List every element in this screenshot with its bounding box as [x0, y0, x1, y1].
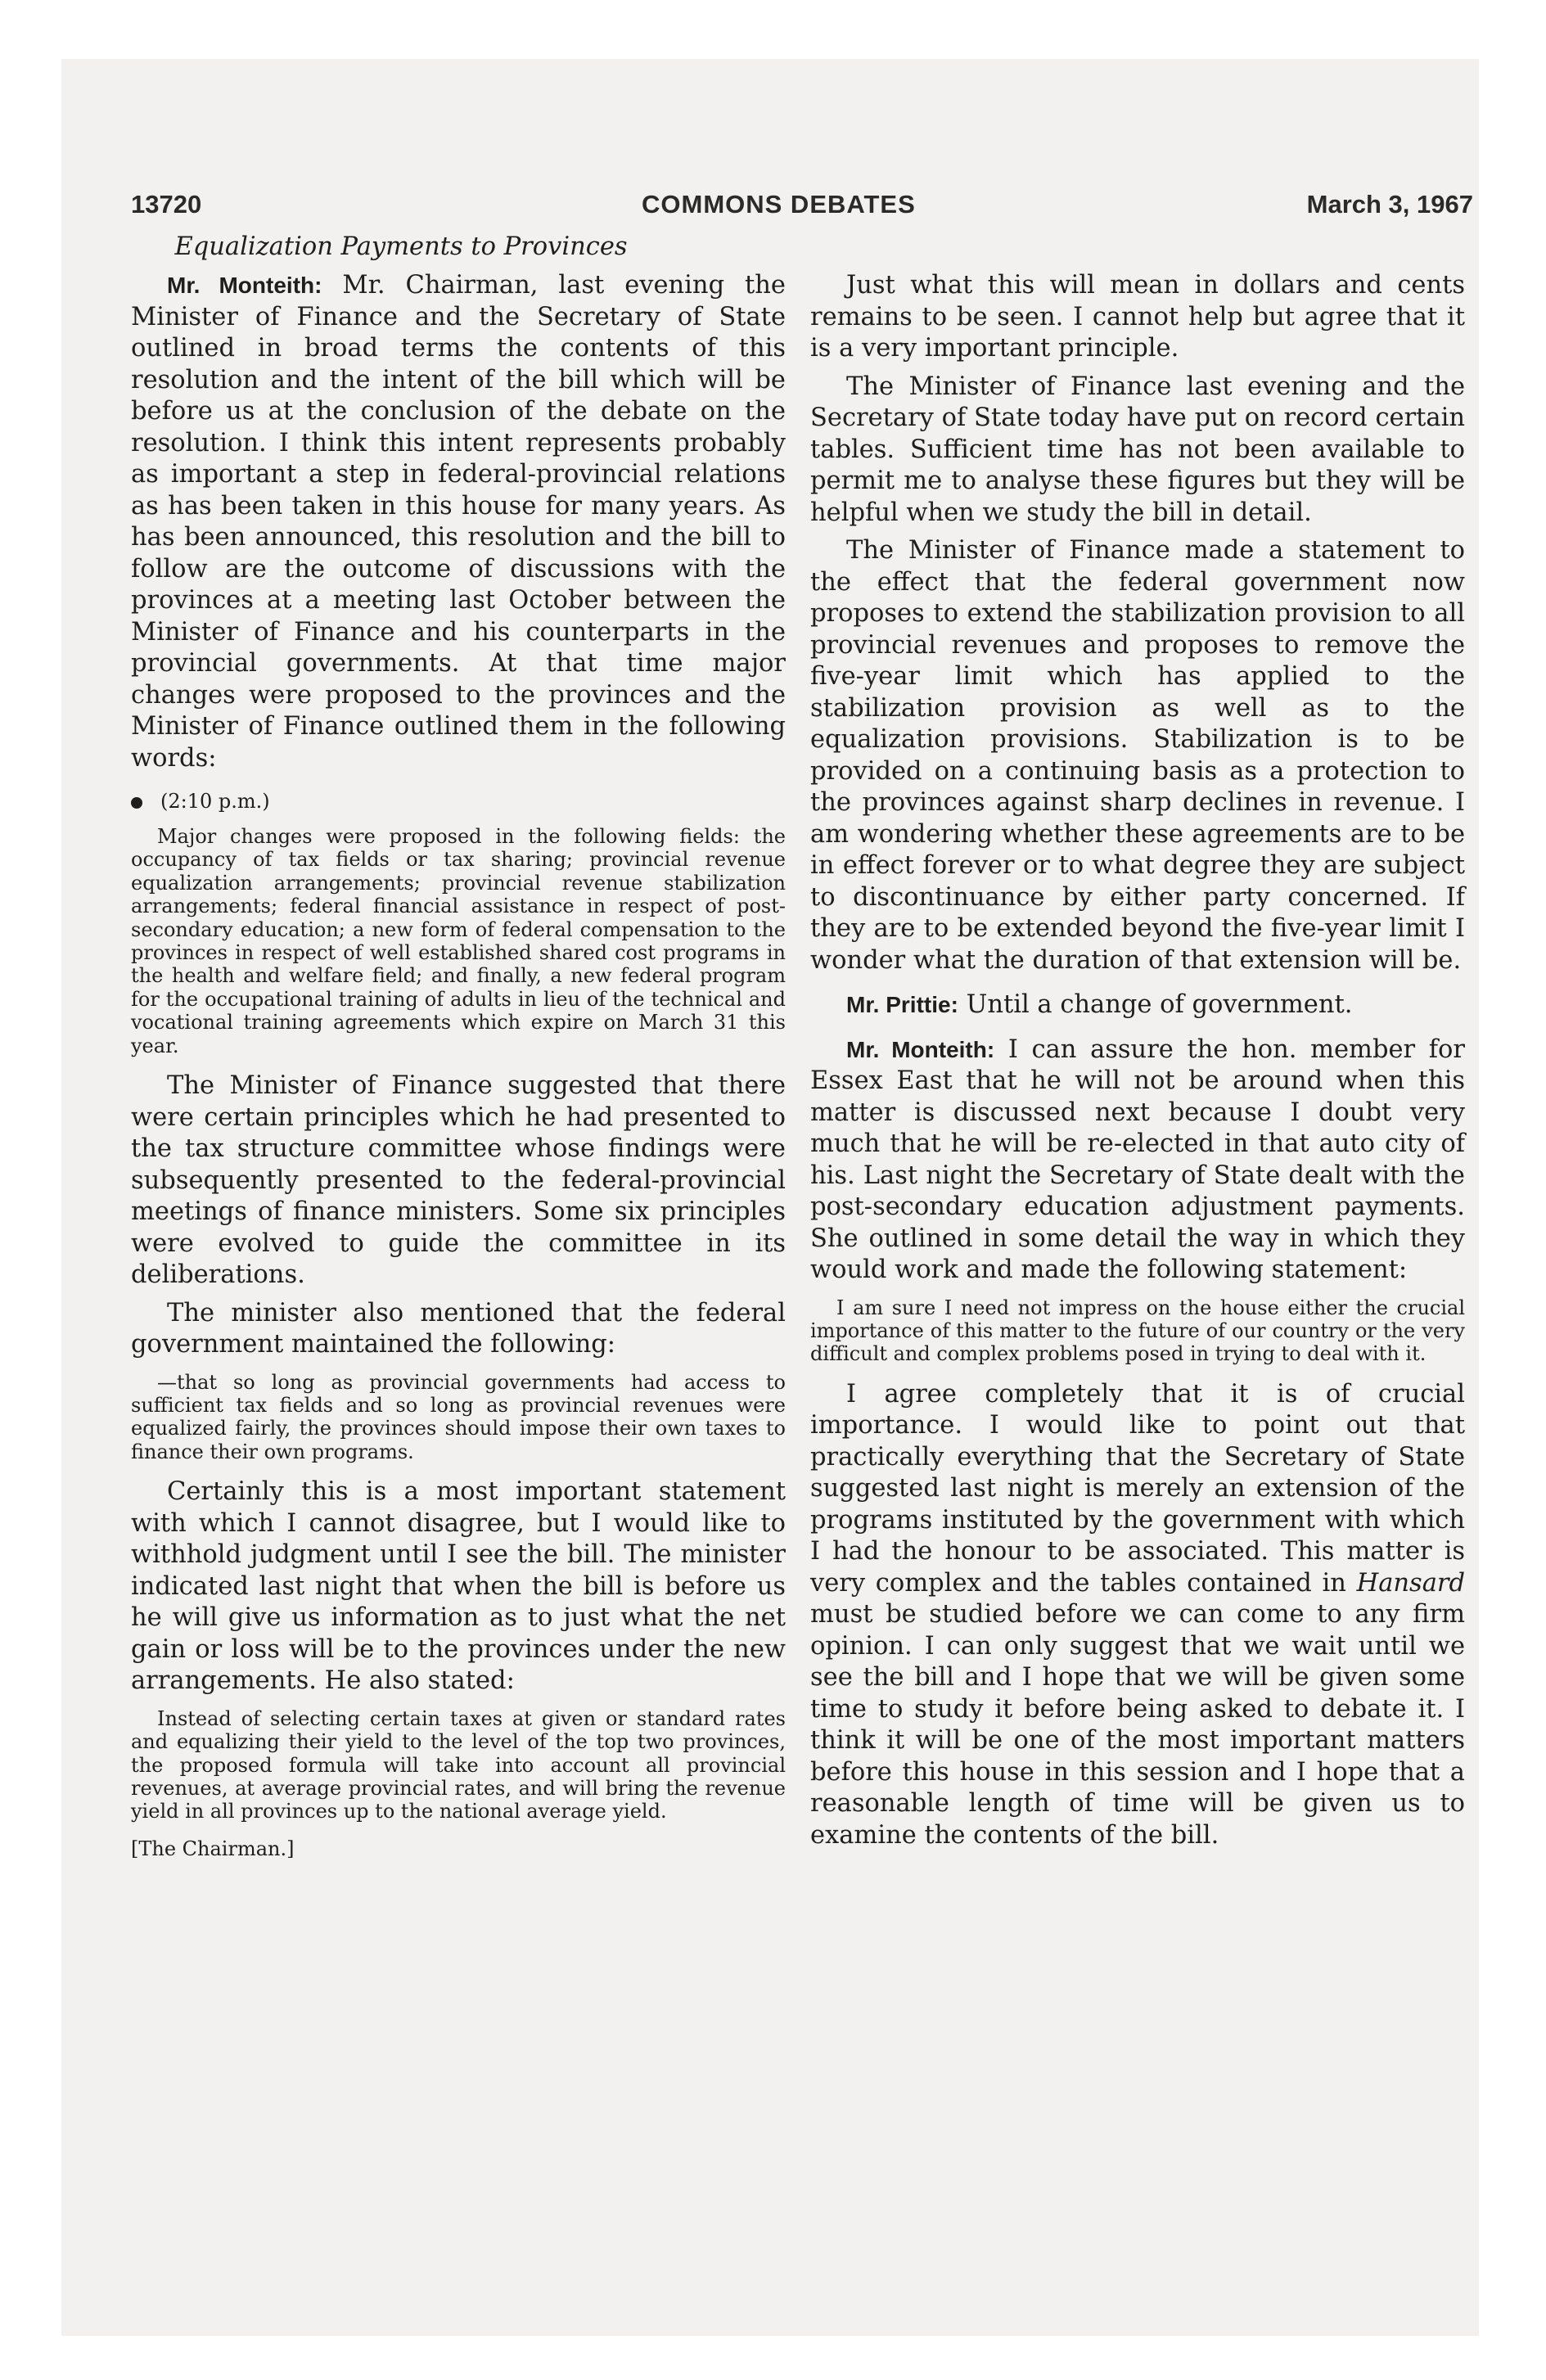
section-subheading: Equalization Payments to Provinces: [174, 232, 628, 261]
paragraph: [810, 1034, 1465, 1287]
left-column: [131, 229, 786, 1861]
block-quote: I am sure I need not impress on the house either the crucial importance of this matter to the future of our country or the very difficult and complex problems posed in trying to deal with it.: [810, 1296, 1465, 1366]
page-header: [131, 190, 1473, 228]
page-number: 13720: [131, 190, 202, 219]
block-quote: —that so long as provincial governments had access to sufficient tax fields and so long as provincial revenues were equalized fairly, the provinces should impose their own taxes to finance their own programs.: [131, 1370, 786, 1463]
paragraph: The Minister of Finance made a statement to the effect that the federal government now proposes to extend the stabilization provision to all provincial revenues and proposes to remove the five-year limit which has applied to the stabilization provision as well as to the equalization provisions. Stabilization is to be provided on a continuing basis as a protection to the provinces against sharp declines in revenue. I am wondering whether these agreements are to be in effect forever or to what degree they are subject to discontinuance by either party concerned. If they are to be extended beyond the five-year limit I wonder what the duration of that extension will be.: [810, 536, 1465, 975]
paragraph: [810, 1379, 1465, 1852]
block-quote: Major changes were proposed in the following fields: the occupancy of tax fields or tax sharing; provincial revenue equalization arrangements; provincial revenue stabilization arrangements; federal financial assistance in respect of post-secondary education; a new form of federal compensation to the provinces in respect of well established shared cost programs in the health and welfare field; and finally, a new federal program for the occupational training of adults in lieu of the technical and vocational training agreements which expire on March 31 this year.: [131, 825, 786, 1057]
paragraph: Just what this will mean in dollars and cents remains to be seen. I cannot help but agree that it is a very important principle.: [810, 271, 1465, 363]
speech-text: Mr. Chairman, last evening the Minister of Finance and the Secretary of State outlined in broad terms the contents of this resolution and the intent of the bill which will be before us at the conclusion of the debate on the resolution. I think this intent represents probably as important a step in federal-provincial relations as has been taken in this house for many years. As has been announced, this resolution and the bill to follow are the outcome of discussions with the provinces at a meeting last October between the Minister of Finance and his counterparts in the provincial governments. At that time major changes were proposed to the provinces and the Minister of Finance outlined them in the following words:: [131, 271, 786, 773]
bullet-icon: [131, 797, 142, 809]
paragraph: The minister also mentioned that the federal government maintained the following:: [131, 1298, 786, 1359]
speech-text: I agree completely that it is of crucial importance. I would like to point out that practically everything that the Secretary of State suggested last night is merely an extension of the programs instituted by the government with which I had the honour to be associated. This matter is very complex and the tables contained in: [810, 1379, 1465, 1598]
speech-text: must be studied before we can come to any firm opinion. I can only suggest that we wait until we see the bill and I hope that we will be given some time to study it before being asked to debate it. I think it will be one of the most important matters before this house in this session and I hope that a reasonable length of time will be given us to examine the contents of the bill.: [810, 1600, 1465, 1850]
right-column: [810, 270, 1465, 1851]
paragraph: [810, 989, 1465, 1021]
speech-text: I can assure the hon. member for Essex East that he will not be around when this matter is discussed next because I doubt very much that he will be re-elected in that auto city of his. Last night the Secretary of State dealt with the post-secondary education adjustment payments. She outlined in some detail the way in which they would work and made the following statement:: [810, 1034, 1465, 1284]
block-quote: Instead of selecting certain taxes at given or standard rates and equalizing their yield to the level of the top two provinces, the proposed formula will take into account all provincial revenues, at average provincial rates, and will bring the revenue yield in all provinces up to the national average yield.: [131, 1706, 786, 1823]
page-date: March 3, 1967: [1306, 190, 1473, 219]
speaker-name: Mr. Monteith:: [167, 273, 322, 298]
paragraph: The Minister of Finance suggested that there were certain principles which he had presented to the tax structure committee whose findings were subsequently presented to the federal-provincial meetings of finance ministers. Some six principles were evolved to guide the committee in its deliberations.: [131, 1071, 786, 1290]
speaker-name: Mr. Monteith:: [846, 1036, 995, 1062]
time-text: (2:10 p.m.): [160, 790, 270, 813]
speech-text: Until a change of government.: [966, 990, 1353, 1019]
speaker-name: Mr. Prittie:: [846, 992, 958, 1017]
paragraph: [131, 270, 786, 774]
hansard-title: Hansard: [1356, 1568, 1465, 1598]
paragraph: Certainly this is a most important statement with which I cannot disagree, but I would like to withhold judgment until I see the bill. The minister indicated last night that when the bill is before us he will give us information as to just what the net gain or loss will be to the provinces under the new arrangements. He also stated:: [131, 1477, 786, 1696]
paragraph: The Minister of Finance last evening and the Secretary of State today have put on record certain tables. Sufficient time has not been available to permit me to analyse these figures but they will be helpful when we study the bill in detail.: [810, 372, 1465, 527]
time-stamp: [131, 789, 786, 814]
chairman-note: [The Chairman.]: [131, 1837, 295, 1860]
publication-title: COMMONS DEBATES: [642, 190, 916, 219]
